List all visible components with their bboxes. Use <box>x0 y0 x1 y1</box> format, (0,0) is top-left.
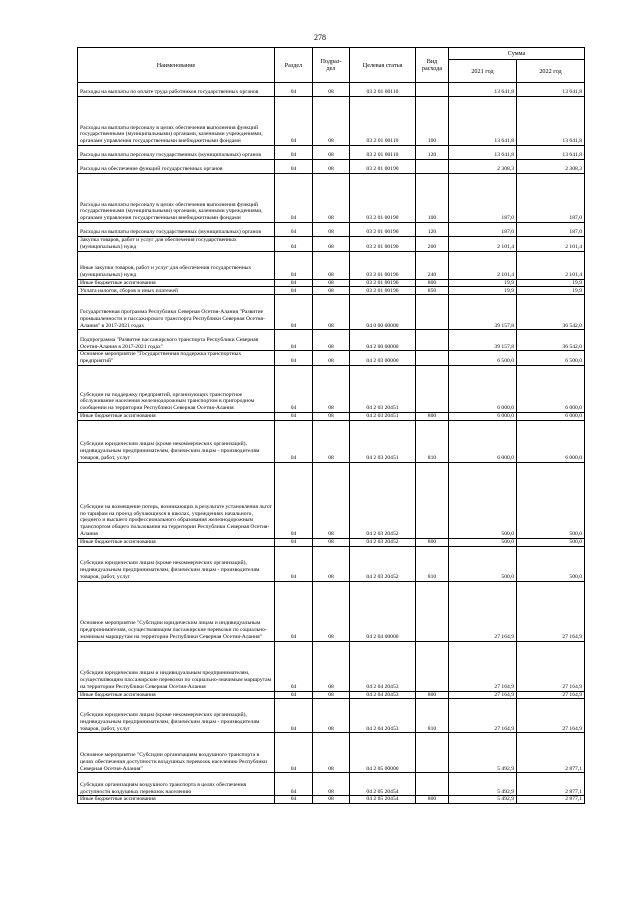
row-name: Субсидии юридическим лицам (кроме некоммерческих организаций), индивидуальным предпринимателям, физическим лицам - производителям товаров, работ, услуг <box>78 546 275 581</box>
row-expense-type: 120 <box>416 146 449 160</box>
row-subsection: 08 <box>313 538 350 546</box>
row-amount-2021: 19,9 <box>449 279 517 287</box>
row-subsection: 08 <box>313 237 350 252</box>
row-subsection: 08 <box>313 691 350 699</box>
row-target-article: 03 2 01 00110 <box>350 83 416 97</box>
row-expense-type <box>416 733 449 773</box>
row-name: Иные бюджетные ассигнования <box>78 412 275 420</box>
header-subsection: Подраз- дел <box>313 48 350 83</box>
row-amount-2022: 13 641,8 <box>517 146 585 160</box>
row-amount-2022: 2 877,1 <box>517 733 585 773</box>
row-expense-type: 800 <box>416 538 449 546</box>
row-target-article: 04 0 00 00000 <box>350 295 416 330</box>
row-target-article: 03 2 01 00190 <box>350 160 416 174</box>
table-row <box>78 279 585 287</box>
row-subsection: 08 <box>313 420 350 462</box>
row-subsection: 08 <box>313 581 350 641</box>
row-amount-2022: 500,0 <box>517 538 585 546</box>
row-amount-2021: 2 101,4 <box>449 237 517 252</box>
row-section: 04 <box>275 773 313 796</box>
row-section: 04 <box>275 365 313 412</box>
row-target-article: 04 2 03 20451 <box>350 412 416 420</box>
row-amount-2021: 187,0 <box>449 174 517 223</box>
row-name: Подпрограмма "Развитие пассажирского транспорта Республики Северная Осетия-Алания в 2017-2021 годах" <box>78 330 275 351</box>
row-amount-2022: 6 000,0 <box>517 420 585 462</box>
row-amount-2021: 6 000,0 <box>449 420 517 462</box>
row-amount-2021: 39 157,8 <box>449 330 517 351</box>
row-amount-2022: 19,9 <box>517 279 585 287</box>
row-target-article: 04 2 03 20452 <box>350 538 416 546</box>
row-amount-2022: 36 542,0 <box>517 295 585 330</box>
row-expense-type: 810 <box>416 420 449 462</box>
row-amount-2022: 2 308,3 <box>517 160 585 174</box>
table-row <box>78 365 585 412</box>
table-row <box>78 251 585 279</box>
row-amount-2021: 6 500,0 <box>449 351 517 366</box>
table-row <box>78 538 585 546</box>
row-expense-type <box>416 295 449 330</box>
row-amount-2022: 6 500,0 <box>517 351 585 366</box>
table-row <box>78 796 585 804</box>
row-target-article: 03 2 01 00190 <box>350 251 416 279</box>
row-subsection: 08 <box>313 160 350 174</box>
row-name: Субсидии юридическим лицам (кроме некоммерческих организаций), индивидуальным предпринимателям, физическим лицам - производителям товаров, работ, услуг <box>78 420 275 462</box>
row-subsection: 08 <box>313 330 350 351</box>
row-subsection: 08 <box>313 146 350 160</box>
row-subsection: 08 <box>313 223 350 237</box>
row-amount-2021: 187,0 <box>449 223 517 237</box>
row-target-article: 03 2 01 00190 <box>350 223 416 237</box>
row-expense-type <box>416 773 449 796</box>
row-amount-2021: 27 164,9 <box>449 691 517 699</box>
row-subsection: 08 <box>313 699 350 733</box>
header-name: Наименование <box>78 48 275 83</box>
table-row <box>78 546 585 581</box>
table-row <box>78 412 585 420</box>
row-target-article: 03 2 01 00110 <box>350 97 416 146</box>
row-subsection: 08 <box>313 174 350 223</box>
row-amount-2022: 27 164,9 <box>517 581 585 641</box>
row-amount-2022: 27 164,9 <box>517 641 585 691</box>
header-expense-type: Вид расхода <box>416 48 449 83</box>
row-amount-2021: 27 164,9 <box>449 699 517 733</box>
row-subsection: 08 <box>313 351 350 366</box>
row-name: Иные бюджетные ассигнования <box>78 691 275 699</box>
row-target-article: 04 2 04 20453 <box>350 641 416 691</box>
row-expense-type: 800 <box>416 412 449 420</box>
header-target-article: Целевая статья <box>350 48 416 83</box>
table-row <box>78 420 585 462</box>
row-section: 04 <box>275 796 313 804</box>
row-target-article: 04 2 04 20453 <box>350 699 416 733</box>
row-expense-type <box>416 462 449 538</box>
table-row <box>78 641 585 691</box>
row-name: Государственная программа Республики Северная Осетия-Алания "Развитие промышленности и пассажирского транспорта Республики Северная Осетия-Алания" в 2017-2021 годах <box>78 295 275 330</box>
row-subsection: 08 <box>313 773 350 796</box>
row-name: Основное мероприятие "Государственная поддержка транспортных предприятий" <box>78 351 275 366</box>
header-section: Раздел <box>275 48 313 83</box>
row-name: Расходы на выплаты персоналу в целях обеспечения выполнения функций государственными (муниципальными) органами, казенными учреждениями, органами управления государственными внебюджетными фондами <box>78 174 275 223</box>
row-name: Уплата налогов, сборов и иных платежей <box>78 287 275 295</box>
row-section: 04 <box>275 412 313 420</box>
row-name: Расходы на выплаты персоналу в целях обеспечения выполнения функций государственными (муниципальными) органами, казенными учреждениями, органами управления государственными внебюджетными фондами <box>78 97 275 146</box>
row-subsection: 08 <box>313 546 350 581</box>
row-amount-2021: 19,9 <box>449 287 517 295</box>
row-expense-type <box>416 160 449 174</box>
row-section: 04 <box>275 351 313 366</box>
row-amount-2021: 500,0 <box>449 546 517 581</box>
row-amount-2021: 13 641,8 <box>449 146 517 160</box>
row-name: Расходы на выплаты персоналу государственных (муниципальных) органов <box>78 223 275 237</box>
row-target-article: 04 2 04 00000 <box>350 581 416 641</box>
row-amount-2022: 2 877,1 <box>517 773 585 796</box>
row-subsection: 08 <box>313 279 350 287</box>
row-amount-2022: 19,9 <box>517 287 585 295</box>
header-year-2022: 2022 год <box>517 60 585 83</box>
row-amount-2021: 6 000,0 <box>449 412 517 420</box>
row-amount-2022: 2 101,4 <box>517 237 585 252</box>
row-name: Субсидии юридическим лицам (кроме некоммерческих организаций), индивидуальным предпринимателям, физическим лицам - производителям товаров, работ, услуг <box>78 699 275 733</box>
row-target-article: 04 2 05 20454 <box>350 796 416 804</box>
row-amount-2021: 27 164,9 <box>449 581 517 641</box>
budget-table <box>77 47 585 804</box>
row-section: 04 <box>275 538 313 546</box>
row-subsection: 08 <box>313 733 350 773</box>
row-target-article: 04 2 03 20451 <box>350 420 416 462</box>
row-amount-2022: 2 877,1 <box>517 796 585 804</box>
row-amount-2022: 36 542,0 <box>517 330 585 351</box>
row-amount-2022: 27 164,9 <box>517 699 585 733</box>
row-target-article: 04 2 03 20452 <box>350 546 416 581</box>
row-name: Субсидии на возмещение потерь, возникающих в результате установления льгот по тарифам на проезд обучающихся в школах, учреждениях начального, среднего и высшего профессионального образования железнодорожным транспортом общего пользования на территории Республики Северная Осетия-Алания <box>78 462 275 538</box>
row-section: 04 <box>275 581 313 641</box>
table-row <box>78 237 585 252</box>
row-expense-type: 810 <box>416 546 449 581</box>
row-amount-2021: 5 492,9 <box>449 773 517 796</box>
row-target-article: 03 2 01 00190 <box>350 237 416 252</box>
table-row <box>78 160 585 174</box>
row-expense-type: 240 <box>416 251 449 279</box>
header-year-2021: 2021 год <box>449 60 517 83</box>
table-row <box>78 295 585 330</box>
row-target-article: 04 2 04 20453 <box>350 691 416 699</box>
table-row <box>78 581 585 641</box>
table-header <box>78 48 585 83</box>
row-amount-2021: 500,0 <box>449 462 517 538</box>
row-expense-type: 100 <box>416 174 449 223</box>
row-amount-2022: 6 000,0 <box>517 412 585 420</box>
row-name: Иные закупки товаров, работ и услуг для обеспечения государственных (муниципальных) нужд <box>78 251 275 279</box>
row-name: Закупка товаров, работ и услуг для обеспечения государственных (муниципальных) нужд <box>78 237 275 252</box>
row-target-article: 04 2 05 00000 <box>350 733 416 773</box>
row-subsection: 08 <box>313 462 350 538</box>
row-subsection: 08 <box>313 412 350 420</box>
table-row <box>78 330 585 351</box>
row-amount-2022: 13 641,8 <box>517 83 585 97</box>
row-name: Субсидии юридическим лицам и индивидуальным предпринимателям, осуществляющим пассажирские перевозки по социально-значимым маршрутам на территории Республики Северная Осетия-Алания <box>78 641 275 691</box>
row-section: 04 <box>275 330 313 351</box>
table-row <box>78 733 585 773</box>
table-body <box>78 83 585 804</box>
row-amount-2021: 13 641,8 <box>449 97 517 146</box>
table-row <box>78 287 585 295</box>
row-section: 04 <box>275 699 313 733</box>
row-expense-type <box>416 581 449 641</box>
table-row <box>78 699 585 733</box>
row-target-article: 03 2 01 00190 <box>350 279 416 287</box>
row-section: 04 <box>275 295 313 330</box>
row-subsection: 08 <box>313 251 350 279</box>
row-subsection: 08 <box>313 365 350 412</box>
row-amount-2021: 6 000,0 <box>449 365 517 412</box>
row-expense-type <box>416 83 449 97</box>
table-row <box>78 174 585 223</box>
row-name: Расходы на выплаты персоналу государственных (муниципальных) органов <box>78 146 275 160</box>
row-amount-2022: 2 101,4 <box>517 251 585 279</box>
row-target-article: 03 2 01 00190 <box>350 287 416 295</box>
row-amount-2022: 6 000,0 <box>517 365 585 412</box>
row-amount-2021: 2 308,3 <box>449 160 517 174</box>
row-amount-2021: 2 101,4 <box>449 251 517 279</box>
table-row <box>78 351 585 366</box>
row-section: 04 <box>275 287 313 295</box>
row-amount-2022: 500,0 <box>517 546 585 581</box>
row-expense-type: 850 <box>416 287 449 295</box>
table-row <box>78 462 585 538</box>
row-name: Основное мероприятие "Субсидии юридическим лицам и индивидуальным предпринимателям, осуществляющим пассажирские перевозки по социально-значимым маршрутам на территории Республики Северная Осетия-Алания" <box>78 581 275 641</box>
row-section: 04 <box>275 237 313 252</box>
table-row <box>78 773 585 796</box>
row-section: 04 <box>275 223 313 237</box>
row-amount-2022: 187,0 <box>517 174 585 223</box>
row-section: 04 <box>275 420 313 462</box>
row-amount-2021: 13 641,8 <box>449 83 517 97</box>
row-subsection: 08 <box>313 287 350 295</box>
row-target-article: 04 2 05 20454 <box>350 773 416 796</box>
row-expense-type <box>416 365 449 412</box>
row-name: Субсидии организациям воздушного транспорта в целях обеспечения доступности воздушных перевозок населению <box>78 773 275 796</box>
row-amount-2021: 27 164,9 <box>449 641 517 691</box>
row-target-article: 04 2 03 00000 <box>350 351 416 366</box>
row-target-article: 04 2 03 20451 <box>350 365 416 412</box>
row-section: 04 <box>275 546 313 581</box>
row-section: 04 <box>275 146 313 160</box>
table-row <box>78 223 585 237</box>
table-row <box>78 97 585 146</box>
row-amount-2022: 27 164,9 <box>517 691 585 699</box>
row-name: Субсидии на поддержку предприятий, организующих транспортное обслуживание населения железнодорожным транспортом в пригородном сообщении на территории Республики Северная Осетия-Алания <box>78 365 275 412</box>
table-row <box>78 146 585 160</box>
table-row <box>78 691 585 699</box>
row-expense-type: 810 <box>416 699 449 733</box>
row-section: 04 <box>275 462 313 538</box>
row-name: Иные бюджетные ассигнования <box>78 279 275 287</box>
row-name: Иные бюджетные ассигнования <box>78 538 275 546</box>
row-amount-2021: 5 492,9 <box>449 733 517 773</box>
row-target-article: 04 2 00 00000 <box>350 330 416 351</box>
row-expense-type <box>416 330 449 351</box>
row-target-article: 03 2 01 00110 <box>350 146 416 160</box>
row-expense-type <box>416 351 449 366</box>
row-section: 04 <box>275 251 313 279</box>
header-sum: Сумма <box>449 48 585 60</box>
row-section: 04 <box>275 160 313 174</box>
row-section: 04 <box>275 641 313 691</box>
row-expense-type: 800 <box>416 796 449 804</box>
row-subsection: 08 <box>313 97 350 146</box>
row-subsection: 08 <box>313 641 350 691</box>
row-target-article: 03 2 01 00190 <box>350 174 416 223</box>
row-amount-2022: 13 641,8 <box>517 97 585 146</box>
row-section: 04 <box>275 691 313 699</box>
row-expense-type: 800 <box>416 279 449 287</box>
row-expense-type: 800 <box>416 691 449 699</box>
row-amount-2022: 500,0 <box>517 462 585 538</box>
row-amount-2021: 500,0 <box>449 538 517 546</box>
row-section: 04 <box>275 174 313 223</box>
row-expense-type: 200 <box>416 237 449 252</box>
row-amount-2021: 5 492,9 <box>449 796 517 804</box>
row-expense-type: 100 <box>416 97 449 146</box>
row-name: Основное мероприятие "Субсидии организациям воздушного транспорта в целях обеспечения доступности воздушных перевозок населению Республики Северная Осетия-Алания" <box>78 733 275 773</box>
row-amount-2022: 187,0 <box>517 223 585 237</box>
row-target-article: 04 2 03 20452 <box>350 462 416 538</box>
row-subsection: 08 <box>313 83 350 97</box>
row-section: 04 <box>275 83 313 97</box>
row-expense-type: 120 <box>416 223 449 237</box>
page-number: 278 <box>314 33 326 42</box>
table-row <box>78 83 585 97</box>
row-subsection: 08 <box>313 796 350 804</box>
row-name: Расходы на выплаты по оплате труда работников государственных органов <box>78 83 275 97</box>
row-section: 04 <box>275 97 313 146</box>
row-expense-type <box>416 641 449 691</box>
row-name: Расходы на обеспечение функций государственных органов <box>78 160 275 174</box>
row-subsection: 08 <box>313 295 350 330</box>
row-name: Иные бюджетные ассигнования <box>78 796 275 804</box>
row-section: 04 <box>275 733 313 773</box>
row-section: 04 <box>275 279 313 287</box>
row-amount-2021: 39 157,8 <box>449 295 517 330</box>
